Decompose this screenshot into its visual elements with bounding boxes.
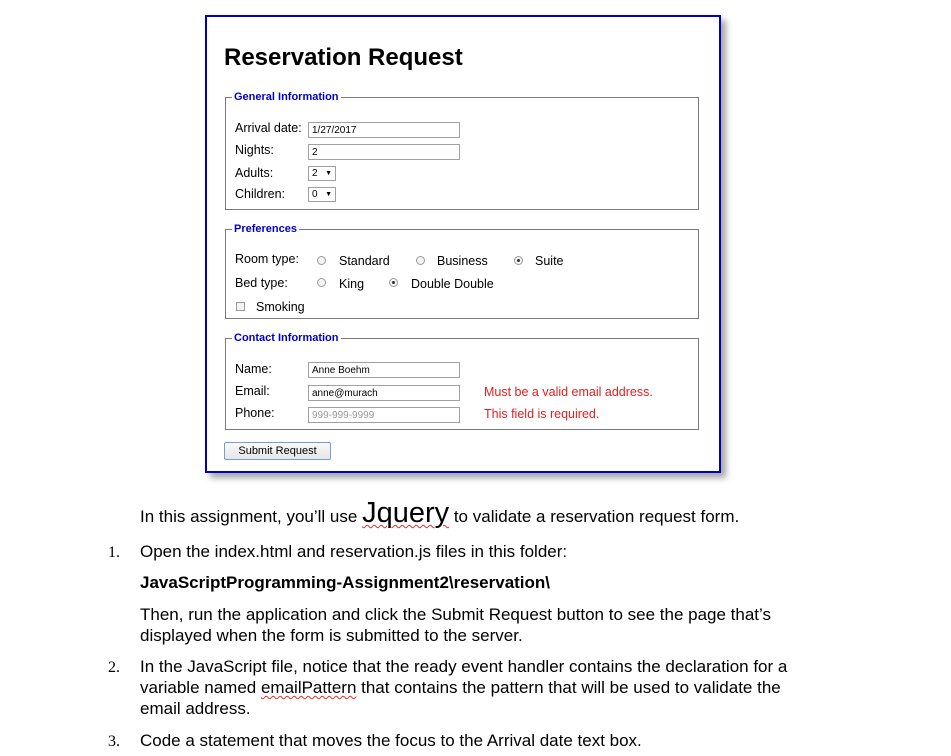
email-pattern-word: emailPattern <box>260 678 357 697</box>
adults-select-value: 2 <box>312 168 318 179</box>
step-1-line-1: Open the index.html and reservation.js files in this folder: <box>140 542 568 561</box>
email-error-message: Must be a valid email address. <box>484 385 653 399</box>
room-business-label: Business <box>437 254 488 268</box>
general-information-fieldset <box>225 91 699 210</box>
nights-input[interactable]: 2 <box>308 144 460 160</box>
nights-label: Nights: <box>235 143 274 157</box>
intro-text-after: to validate a reservation request form. <box>449 507 740 526</box>
step-2-number: 2. <box>108 659 120 676</box>
room-type-label: Room type: <box>235 252 299 266</box>
name-input[interactable]: Anne Boehm <box>308 362 460 378</box>
room-standard-label: Standard <box>339 254 390 268</box>
step-1-number: 1. <box>108 544 120 561</box>
step-2-line-2 <box>140 677 781 698</box>
submit-request-button[interactable]: Submit Request <box>224 442 331 460</box>
step-1-line-2: Then, run the application and click the Submit Request button to see the page that’s <box>140 605 771 624</box>
smoking-label: Smoking <box>256 300 305 314</box>
preferences-fieldset <box>225 223 699 319</box>
smoking-checkbox[interactable] <box>236 302 245 311</box>
dropdown-arrow-icon: ▼ <box>325 191 332 198</box>
step-1-folder-path: JavaScriptProgramming-Assignment2\reservation\ <box>140 573 551 592</box>
adults-label: Adults: <box>235 166 274 180</box>
dropdown-arrow-icon: ▼ <box>325 170 332 177</box>
contact-information-fieldset <box>225 332 699 430</box>
step-2-text-before: variable named <box>140 678 261 697</box>
room-business-radio[interactable] <box>416 256 425 265</box>
bed-double-double-radio[interactable] <box>389 278 398 287</box>
adults-select[interactable] <box>308 166 336 181</box>
step-1-line-3: displayed when the form is submitted to the server. <box>140 626 523 645</box>
arrival-date-label: Arrival date: <box>235 121 302 135</box>
intro-text-before: In this assignment, you’ll use <box>140 507 363 526</box>
children-select[interactable] <box>308 187 336 202</box>
email-input[interactable]: anne@murach <box>308 385 460 401</box>
jquery-word: Jquery <box>362 497 450 529</box>
bed-double-double-label: Double Double <box>411 277 494 291</box>
children-label: Children: <box>235 187 286 201</box>
step-2-text-after: that contains the pattern that will be used to validate the <box>356 678 781 697</box>
phone-error-message: This field is required. <box>484 407 600 421</box>
step-2-line-3: email address. <box>140 699 251 718</box>
email-label: Email: <box>235 384 270 398</box>
room-suite-label: Suite <box>535 254 564 268</box>
bed-type-label: Bed type: <box>235 276 288 290</box>
children-select-value: 0 <box>312 189 318 200</box>
bed-king-radio[interactable] <box>317 278 326 287</box>
contact-information-legend: Contact Information <box>234 332 339 344</box>
name-label: Name: <box>235 362 272 376</box>
bed-king-label: King <box>339 277 365 291</box>
intro-paragraph <box>140 497 740 529</box>
phone-input[interactable]: 999-999-9999 <box>308 407 460 423</box>
room-standard-radio[interactable] <box>317 256 326 265</box>
step-3-number: 3. <box>108 733 120 750</box>
phone-label: Phone: <box>235 406 275 420</box>
form-title: Reservation Request <box>224 44 463 71</box>
step-2-line-1: In the JavaScript file, notice that the ready event handler contains the declaration for a <box>140 657 788 676</box>
arrival-date-input[interactable]: 1/27/2017 <box>308 122 460 138</box>
step-3-line-1: Code a statement that moves the focus to the Arrival date text box. <box>140 731 642 750</box>
room-suite-radio[interactable] <box>514 256 523 265</box>
preferences-legend: Preferences <box>234 223 297 235</box>
reservation-form <box>205 15 721 473</box>
general-information-legend: General Information <box>234 91 339 103</box>
